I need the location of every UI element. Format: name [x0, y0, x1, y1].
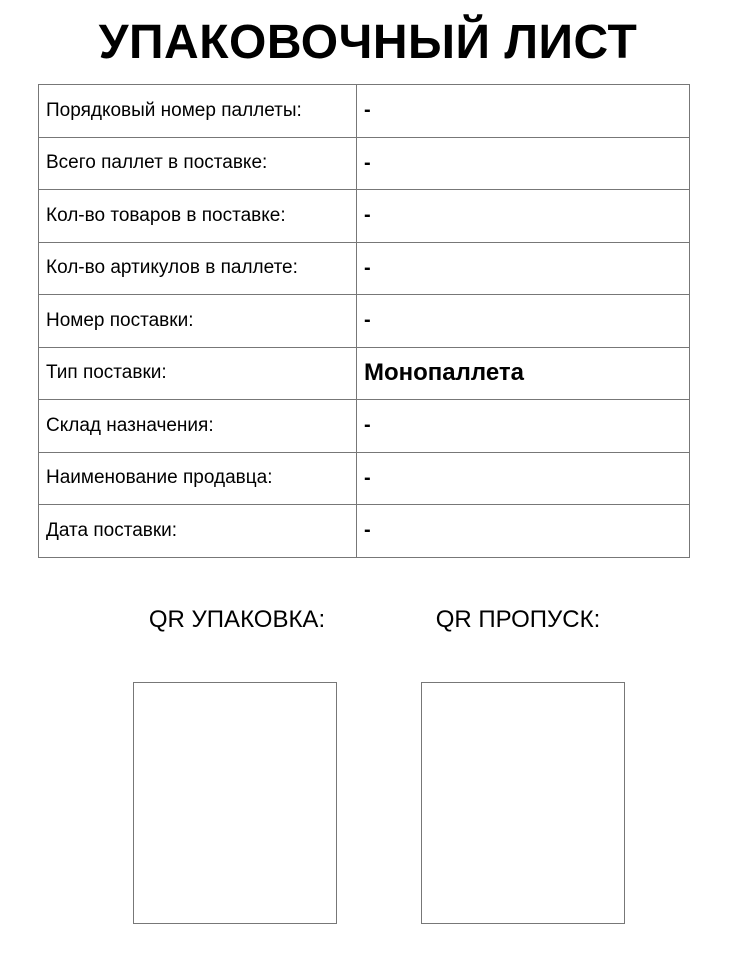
- row-label-sku-count: Кол-во артикулов в паллете:: [39, 242, 357, 295]
- row-value-supply-date: -: [357, 505, 690, 558]
- page-title: УПАКОВОЧНЫЙ ЛИСТ: [98, 16, 638, 69]
- info-table: [38, 84, 690, 558]
- table-row: [39, 452, 690, 505]
- row-label-pallet-number: Порядковый номер паллеты:: [39, 85, 357, 138]
- qr-pass-box: [421, 682, 625, 924]
- table-row: [39, 347, 690, 400]
- row-label-seller-name: Наименование продавца:: [39, 452, 357, 505]
- row-value-total-pallets: -: [357, 137, 690, 190]
- row-label-warehouse: Склад назначения:: [39, 400, 357, 453]
- cut-line: [180, 0, 560, 4]
- row-value-goods-count: -: [357, 190, 690, 243]
- row-value-sku-count: -: [357, 242, 690, 295]
- row-value-seller-name: -: [357, 452, 690, 505]
- row-label-total-pallets: Всего паллет в поставке:: [39, 137, 357, 190]
- row-value-supply-number: -: [357, 295, 690, 348]
- table-row: [39, 190, 690, 243]
- qr-packaging-box: [133, 682, 337, 924]
- row-label-supply-type: Тип поставки:: [39, 347, 357, 400]
- row-value-pallet-number: -: [357, 85, 690, 138]
- row-value-warehouse: -: [357, 400, 690, 453]
- table-row: [39, 85, 690, 138]
- qr-packaging-caption: QR УПАКОВКА:: [148, 606, 326, 633]
- table-row: [39, 242, 690, 295]
- table-row: [39, 295, 690, 348]
- row-label-supply-date: Дата поставки:: [39, 505, 357, 558]
- table-row: [39, 400, 690, 453]
- row-label-goods-count: Кол-во товаров в поставке:: [39, 190, 357, 243]
- qr-pass-caption: QR ПРОПУСК:: [435, 606, 601, 633]
- table-row: [39, 505, 690, 558]
- row-label-supply-number: Номер поставки:: [39, 295, 357, 348]
- row-value-supply-type: Монопаллета: [357, 347, 690, 400]
- table-row: [39, 137, 690, 190]
